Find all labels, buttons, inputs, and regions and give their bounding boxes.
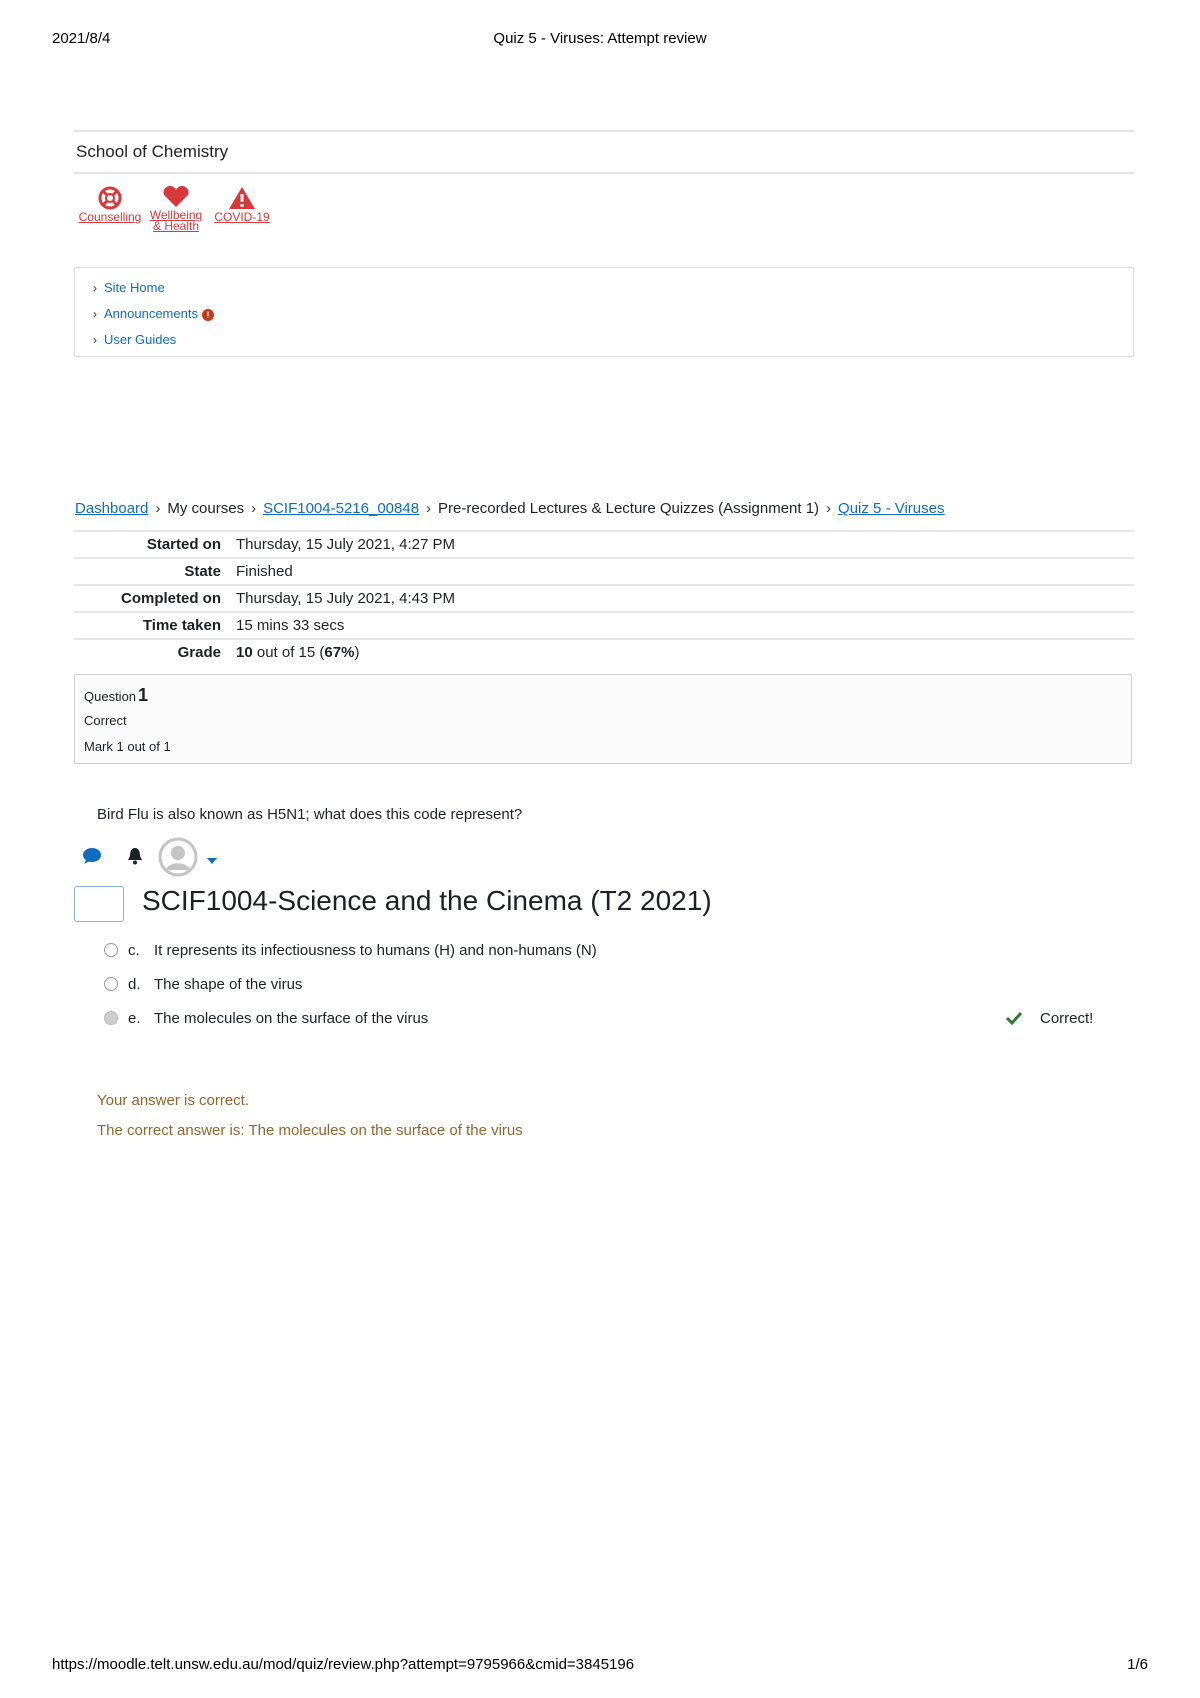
user-toolbar — [82, 837, 262, 877]
nav-user-guides[interactable]: › User Guides — [93, 332, 177, 347]
feedback-general: Your answer is correct. — [97, 1092, 250, 1109]
chevron-right-icon: › — [93, 307, 97, 321]
info-icon: ! — [202, 309, 214, 321]
wellbeing-label-line2: & Health — [152, 219, 200, 233]
support-links — [74, 186, 294, 236]
chevron-right-icon: › — [93, 333, 97, 347]
summary-row-started: Started on Thursday, 15 July 2021, 4:27 PM — [74, 530, 1134, 557]
caret-down-icon[interactable] — [206, 852, 218, 870]
chevron-right-icon: › — [93, 281, 97, 295]
breadcrumb-dashboard[interactable]: Dashboard — [75, 500, 149, 517]
attempt-summary-table — [74, 530, 1134, 665]
correct-label: Correct! — [1040, 1010, 1094, 1027]
site-nav — [74, 267, 1134, 357]
warning-icon — [228, 186, 256, 210]
messages-icon[interactable] — [82, 847, 102, 870]
question-state: Correct — [84, 713, 127, 728]
print-url: https://moodle.telt.unsw.edu.au/mod/quiz/review.php?attempt=9795966&cmid=3845196 — [52, 1656, 635, 1673]
radio-button[interactable] — [104, 943, 118, 957]
grade-value: 10 out of 15 (67%) — [236, 644, 360, 661]
breadcrumb-section: Pre-recorded Lectures & Lecture Quizzes (Assignment 1) — [438, 500, 820, 517]
wellbeing-label-line1: Wellbeing — [149, 208, 203, 222]
bell-icon[interactable] — [126, 847, 144, 870]
breadcrumb — [75, 500, 944, 517]
breadcrumb-separator: › — [826, 500, 832, 517]
answer-option-selected[interactable]: e. The molecules on the surface of the virus — [104, 1010, 428, 1034]
covid-link[interactable] — [210, 186, 274, 223]
avatar[interactable] — [158, 837, 198, 882]
summary-row-state: State Finished — [74, 557, 1134, 584]
covid-label: COVID-19 — [214, 210, 270, 224]
question-info-box — [74, 674, 1132, 764]
answer-option[interactable]: c. It represents its infectiousness to humans (H) and non-humans (N) — [104, 942, 597, 966]
breadcrumb-quiz[interactable]: Quiz 5 - Viruses — [838, 500, 945, 517]
nav-announcements[interactable]: › Announcements ! — [93, 306, 214, 321]
question-number: 1 — [138, 685, 149, 705]
print-date: 2021/8/4 — [52, 30, 111, 47]
summary-row-grade: Grade 10 out of 15 (67%) — [74, 638, 1134, 665]
heart-icon — [161, 186, 191, 208]
course-title: SCIF1004-Science and the Cinema (T2 2021) — [142, 885, 712, 916]
site-title-bar — [74, 130, 1134, 174]
nav-site-home[interactable]: › Site Home — [93, 280, 165, 295]
feedback-correct-answer: The correct answer is: The molecules on the surface of the virus — [97, 1122, 523, 1139]
wellbeing-link[interactable] — [146, 186, 206, 232]
summary-row-time-taken: Time taken 15 mins 33 secs — [74, 611, 1134, 638]
lifebuoy-icon — [97, 186, 123, 210]
answer-option[interactable]: d. The shape of the virus — [104, 976, 302, 1000]
question-heading: Question 1 — [84, 685, 149, 705]
counselling-link[interactable] — [74, 186, 146, 223]
course-image-placeholder — [74, 886, 124, 922]
radio-button-checked[interactable] — [104, 1011, 118, 1025]
checkmark-icon — [1006, 1011, 1022, 1025]
breadcrumb-my-courses: My courses — [167, 500, 245, 517]
print-title: Quiz 5 - Viruses: Attempt review — [493, 30, 707, 47]
breadcrumb-course[interactable]: SCIF1004-5216_00848 — [263, 500, 420, 517]
radio-button[interactable] — [104, 977, 118, 991]
question-mark: Mark 1 out of 1 — [84, 739, 171, 754]
question-text: Bird Flu is also known as H5N1; what does this code represent? — [97, 806, 523, 823]
breadcrumb-separator: › — [251, 500, 257, 517]
counselling-label: Counselling — [78, 210, 142, 224]
breadcrumb-separator: › — [155, 500, 161, 517]
correct-indicator — [1006, 1010, 1093, 1027]
breadcrumb-separator: › — [426, 500, 432, 517]
summary-row-completed: Completed on Thursday, 15 July 2021, 4:43 PM — [74, 584, 1134, 611]
site-title[interactable]: School of Chemistry — [76, 142, 229, 161]
print-page-number: 1/6 — [1127, 1656, 1148, 1673]
